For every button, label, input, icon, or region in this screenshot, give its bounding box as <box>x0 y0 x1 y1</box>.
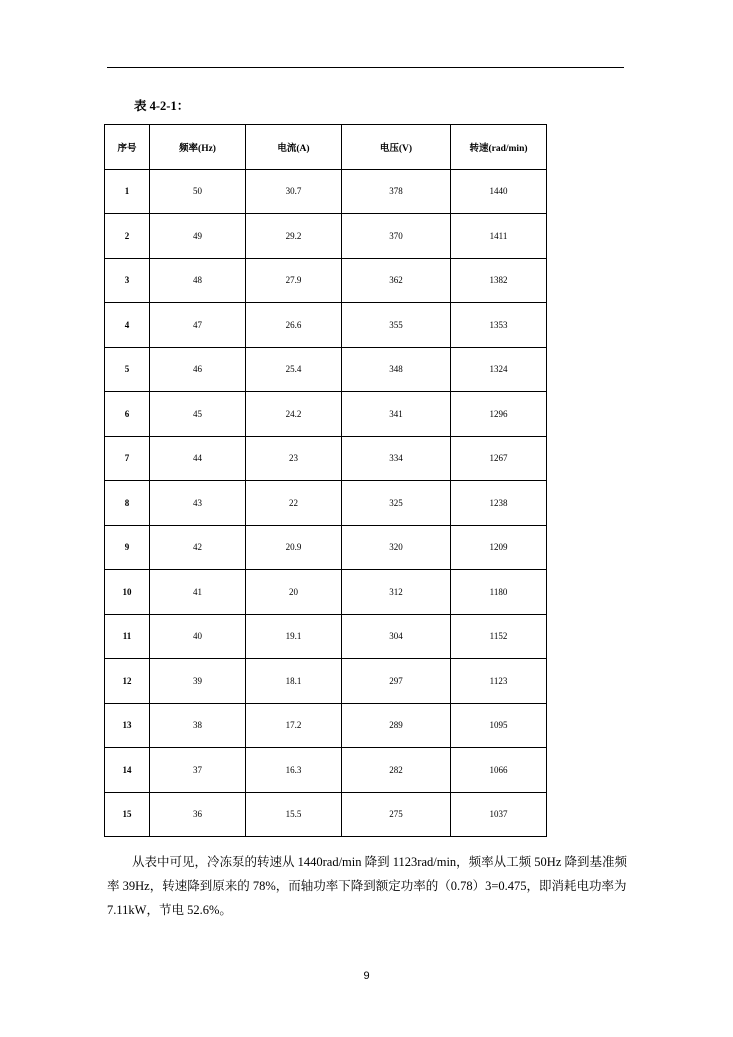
cell-current: 16.3 <box>246 748 342 793</box>
table-row <box>105 481 547 526</box>
page-number: 9 <box>363 970 370 982</box>
table-row <box>105 614 547 659</box>
cell-voltage: 348 <box>342 347 451 392</box>
cell-frequency: 36 <box>150 792 246 837</box>
cell-voltage: 312 <box>342 570 451 615</box>
table-row <box>105 792 547 837</box>
cell-index: 14 <box>105 748 150 793</box>
cell-index: 6 <box>105 392 150 437</box>
cell-speed: 1238 <box>451 481 547 526</box>
cell-voltage: 362 <box>342 258 451 303</box>
table-row <box>105 436 547 481</box>
cell-speed: 1209 <box>451 525 547 570</box>
cell-index: 15 <box>105 792 150 837</box>
cell-voltage: 370 <box>342 214 451 259</box>
cell-speed: 1066 <box>451 748 547 793</box>
cell-current: 22 <box>246 481 342 526</box>
cell-frequency: 48 <box>150 258 246 303</box>
cell-frequency: 41 <box>150 570 246 615</box>
cell-current: 20.9 <box>246 525 342 570</box>
table-row <box>105 525 547 570</box>
cell-index: 11 <box>105 614 150 659</box>
cell-frequency: 40 <box>150 614 246 659</box>
table-row <box>105 659 547 704</box>
table-row <box>105 169 547 214</box>
table-row <box>105 214 547 259</box>
cell-voltage: 275 <box>342 792 451 837</box>
cell-frequency: 42 <box>150 525 246 570</box>
cell-current: 20 <box>246 570 342 615</box>
table-caption: 表 4-2-1： <box>134 99 190 113</box>
cell-speed: 1037 <box>451 792 547 837</box>
cell-voltage: 289 <box>342 703 451 748</box>
cell-current: 23 <box>246 436 342 481</box>
cell-index: 13 <box>105 703 150 748</box>
cell-speed: 1353 <box>451 303 547 348</box>
cell-voltage: 320 <box>342 525 451 570</box>
cell-speed: 1296 <box>451 392 547 437</box>
cell-frequency: 44 <box>150 436 246 481</box>
cell-voltage: 378 <box>342 169 451 214</box>
cell-index: 7 <box>105 436 150 481</box>
cell-voltage: 282 <box>342 748 451 793</box>
cell-frequency: 45 <box>150 392 246 437</box>
cell-voltage: 304 <box>342 614 451 659</box>
cell-frequency: 37 <box>150 748 246 793</box>
cell-frequency: 39 <box>150 659 246 704</box>
cell-speed: 1095 <box>451 703 547 748</box>
cell-current: 24.2 <box>246 392 342 437</box>
table-body <box>105 169 547 837</box>
cell-current: 30.7 <box>246 169 342 214</box>
data-table <box>104 124 547 837</box>
cell-index: 4 <box>105 303 150 348</box>
cell-speed: 1324 <box>451 347 547 392</box>
table-row <box>105 258 547 303</box>
cell-index: 10 <box>105 570 150 615</box>
cell-voltage: 341 <box>342 392 451 437</box>
cell-current: 26.6 <box>246 303 342 348</box>
header-speed: 转速(rad/min) <box>451 125 547 170</box>
header-index: 序号 <box>105 125 150 170</box>
table-row <box>105 570 547 615</box>
header-current: 电流(A) <box>246 125 342 170</box>
cell-current: 19.1 <box>246 614 342 659</box>
cell-voltage: 325 <box>342 481 451 526</box>
cell-speed: 1267 <box>451 436 547 481</box>
table-row <box>105 392 547 437</box>
cell-frequency: 47 <box>150 303 246 348</box>
table-row <box>105 703 547 748</box>
table-row <box>105 347 547 392</box>
cell-speed: 1180 <box>451 570 547 615</box>
cell-index: 9 <box>105 525 150 570</box>
cell-voltage: 297 <box>342 659 451 704</box>
cell-frequency: 46 <box>150 347 246 392</box>
cell-current: 27.9 <box>246 258 342 303</box>
cell-current: 18.1 <box>246 659 342 704</box>
table-row <box>105 748 547 793</box>
table-header-row <box>105 125 547 170</box>
cell-frequency: 38 <box>150 703 246 748</box>
cell-index: 1 <box>105 169 150 214</box>
cell-index: 5 <box>105 347 150 392</box>
body-paragraph: 从表中可见，冷冻泵的转速从 1440rad/min 降到 1123rad/min，频率从工频 50Hz 降到基准频率 39Hz，转速降到原来的 78%，而轴功率下降到额定功率的（0.78）3=0.475，即消耗电功率为 7.11kW，节电 52.6%。 <box>107 855 627 917</box>
cell-speed: 1440 <box>451 169 547 214</box>
header-voltage: 电压(V) <box>342 125 451 170</box>
cell-index: 3 <box>105 258 150 303</box>
header-rule <box>107 67 624 68</box>
cell-speed: 1382 <box>451 258 547 303</box>
cell-current: 29.2 <box>246 214 342 259</box>
cell-index: 12 <box>105 659 150 704</box>
cell-index: 2 <box>105 214 150 259</box>
header-frequency: 频率(Hz) <box>150 125 246 170</box>
cell-current: 17.2 <box>246 703 342 748</box>
cell-voltage: 355 <box>342 303 451 348</box>
cell-index: 8 <box>105 481 150 526</box>
cell-frequency: 50 <box>150 169 246 214</box>
cell-frequency: 49 <box>150 214 246 259</box>
cell-current: 15.5 <box>246 792 342 837</box>
cell-current: 25.4 <box>246 347 342 392</box>
table-row <box>105 303 547 348</box>
cell-speed: 1152 <box>451 614 547 659</box>
cell-speed: 1123 <box>451 659 547 704</box>
cell-frequency: 43 <box>150 481 246 526</box>
cell-speed: 1411 <box>451 214 547 259</box>
cell-voltage: 334 <box>342 436 451 481</box>
